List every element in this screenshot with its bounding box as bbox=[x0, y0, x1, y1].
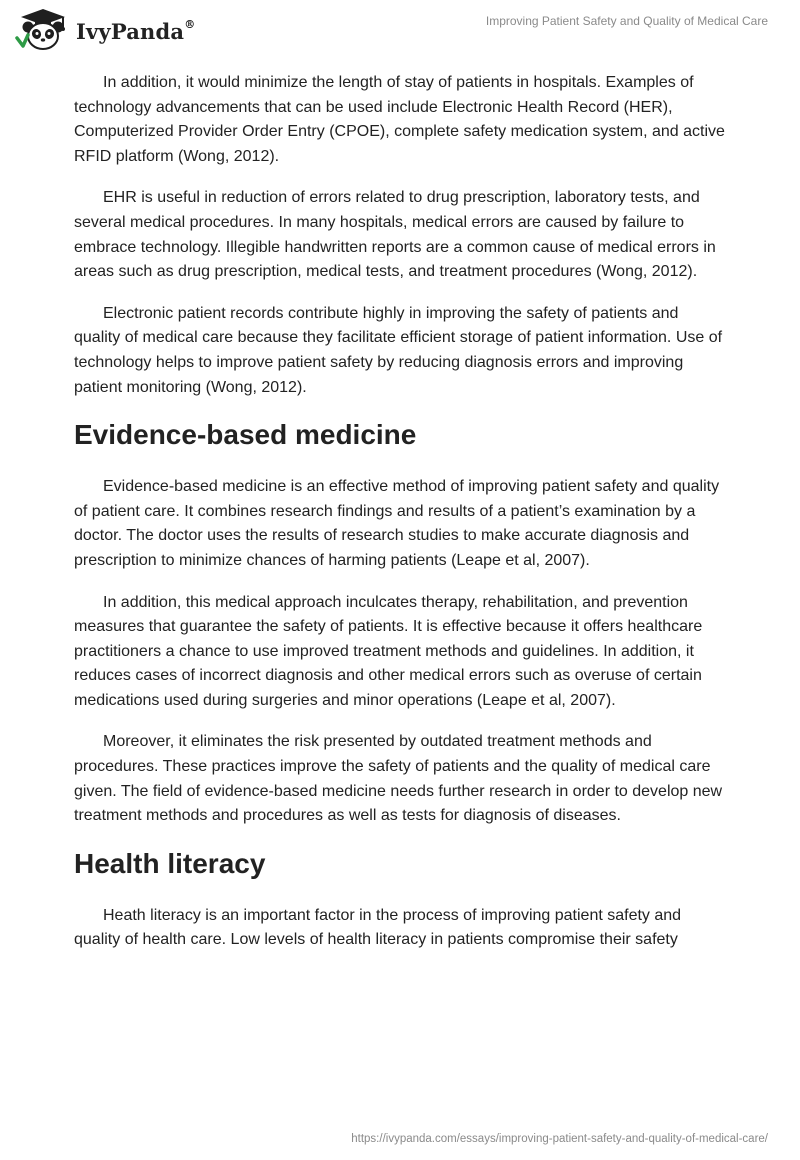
section-heading-health-literacy: Health literacy bbox=[74, 847, 266, 879]
paragraph: In addition, this medical approach inculcates therapy, rehabilitation, and prevention measures that guarantee the safety of patients. It is effective because it offers healthcare practitioners a chance to use improved treatment methods and guidelines. In addition, it reduces cases of incorrect diagnosis and other medical errors such as overuse of certain medications used during surgeries and minor operations (Leape et al, 2007). bbox=[74, 593, 703, 709]
page-header bbox=[0, 0, 800, 60]
paragraph: Evidence-based medicine is an effective method of improving patient safety and quality of patient care. It combines research findings and results of a patient’s examination by a doctor. The doctor uses the results of research studies to make accurate diagnosis and prescription to minimize chances of harming patients (Leape et al, 2007). bbox=[74, 478, 720, 569]
running-title: Improving Patient Safety and Quality of Medical Care bbox=[485, 14, 768, 28]
ivypanda-logo[interactable] bbox=[14, 8, 195, 52]
paragraph: EHR is useful in reduction of errors related to drug prescription, laboratory tests, and several medical procedures. In many hospitals, medical errors are caused by failure to embrace technology. Illegible handwritten reports are a common cause of medical errors in areas such as drug prescription, medical tests, and treatment procedures (Wong, 2012). bbox=[74, 189, 716, 281]
paragraph: Electronic patient records contribute highly in improving the safety of patients and quality of medical care because they facilitate efficient storage of patient information. Use of technology helps to improve patient safety by reducing diagnosis errors and improving patient monitoring (Wong, 2012). bbox=[74, 304, 723, 396]
section-heading-evidence-based-medicine: Evidence-based medicine bbox=[74, 419, 417, 451]
paragraph: In addition, it would minimize the length of stay of patients in hospitals. Examples of technology advancements that can be used include Electronic Health Record (HER), Computerized Provider Order Entry (CPOE), complete safety medication system, and active RFID platform (Wong, 2012). bbox=[74, 74, 725, 165]
panda-graduate-icon bbox=[14, 8, 72, 52]
brand-name: IvyPanda® bbox=[76, 17, 196, 44]
source-url[interactable]: https://ivypanda.com/essays/improving-patient-safety-and-quality-of-medical-care/ bbox=[351, 1133, 768, 1145]
essay-content bbox=[74, 71, 726, 970]
paragraph: Heath literacy is an important factor in the process of improving patient safety and quality of health care. Low levels of health literacy in patients compromise their safety bbox=[74, 906, 682, 949]
paragraph: Moreover, it eliminates the risk presented by outdated treatment methods and procedures. These practices improve the safety of patients and the quality of medical care given. The field of evidence-based medicine needs further research in order to develop new treatment methods and procedures as well as tests for diagnosis of diseases. bbox=[74, 733, 723, 825]
